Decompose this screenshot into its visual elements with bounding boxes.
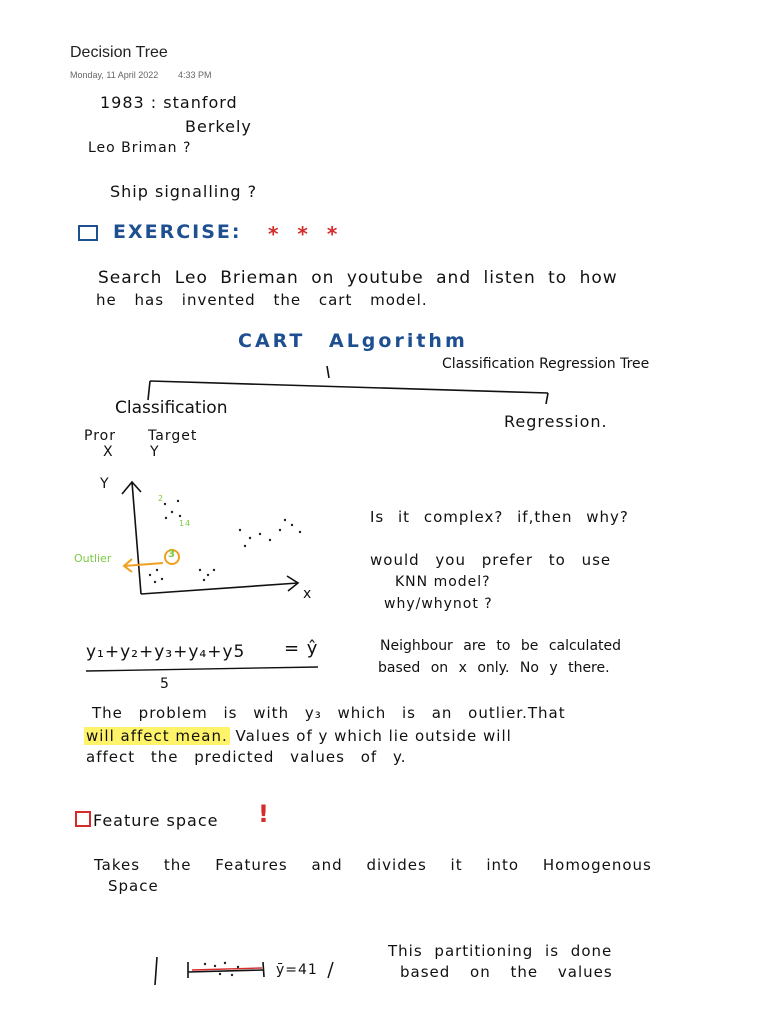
feature-line-2: Space [108,877,159,895]
page-title: Decision Tree [70,44,168,61]
neighbour-note-1: Neighbour are to be calculated [380,638,622,654]
green-label-1: 1 [179,519,185,528]
question-whynot: why/whynot ? [384,596,493,612]
cart-subtitle: Classification Regression Tree [442,356,650,372]
exercise-line-2: he has invented the cart model. [96,291,428,309]
plot-x-axis-label: x [303,586,313,602]
highlight-will-affect-mean: will affect mean. [86,727,228,745]
outlier-point-number: 3 [168,549,175,560]
bottom-text-1: This partitioning is done [388,942,613,960]
green-label-2: 2 [158,494,164,503]
predictor-label: Pror [84,428,116,444]
ship-text: Ship signalling ? [110,182,258,201]
bottom-text-2: based on the values [400,963,613,981]
target-var: Y [150,444,160,460]
exercise-stars: * * * [268,222,344,246]
bottom-equation: ȳ=41 [276,962,318,978]
problem-line-2-rest: Values of y which lie outside will [229,727,512,745]
target-label: Target [148,428,198,444]
exercise-heading: EXERCISE: [113,221,242,243]
person-text: Leo Briman ? [88,140,192,156]
neighbour-note-2: based on x only. No y there. [378,660,610,676]
berkely-text: Berkely [185,117,252,136]
fraction-bar [86,667,318,671]
question-knn: KNN model? [395,574,491,590]
feature-line-1: Takes the Features and divides it into Homogenous [94,856,652,874]
problem-line-1: The problem is with y₃ which is an outlier.That [92,704,566,722]
year-line: 1983 : stanford [100,93,238,112]
note-date: Monday, 11 April 2022 [70,70,159,80]
predictor-var: X [103,444,114,460]
formula-denominator: 5 [160,676,170,692]
exercise-line-1: Search Leo Brieman on youtube and listen to how [98,268,618,288]
bottom-sketch [155,957,264,985]
feature-heading: Feature space [93,811,219,830]
feature-exclamation: ! [258,800,269,828]
question-complex: Is it complex? if,then why? [370,508,629,526]
feature-checkbox-icon [76,812,90,826]
formula-result: = ŷ [284,638,319,659]
question-prefer: would you prefer to use [370,551,612,569]
plot-y-axis-label: Y [100,476,110,492]
formula-numerator: y₁+y₂+y₃+y₄+y5 [86,642,246,662]
problem-line-3: affect the predicted values of y. [86,748,407,766]
plot-axes [122,482,298,594]
branch-classification: Classification [115,398,228,418]
note-time: 4:33 PM [178,70,212,80]
plot-points [149,500,301,583]
cart-heading: CART ALgorithm [238,330,468,352]
branch-regression: Regression. [504,412,608,431]
bottom-slash [328,962,333,978]
green-label-4: 4 [185,519,191,528]
problem-line-2 [84,727,512,745]
outlier-label: Outlier [74,552,112,565]
